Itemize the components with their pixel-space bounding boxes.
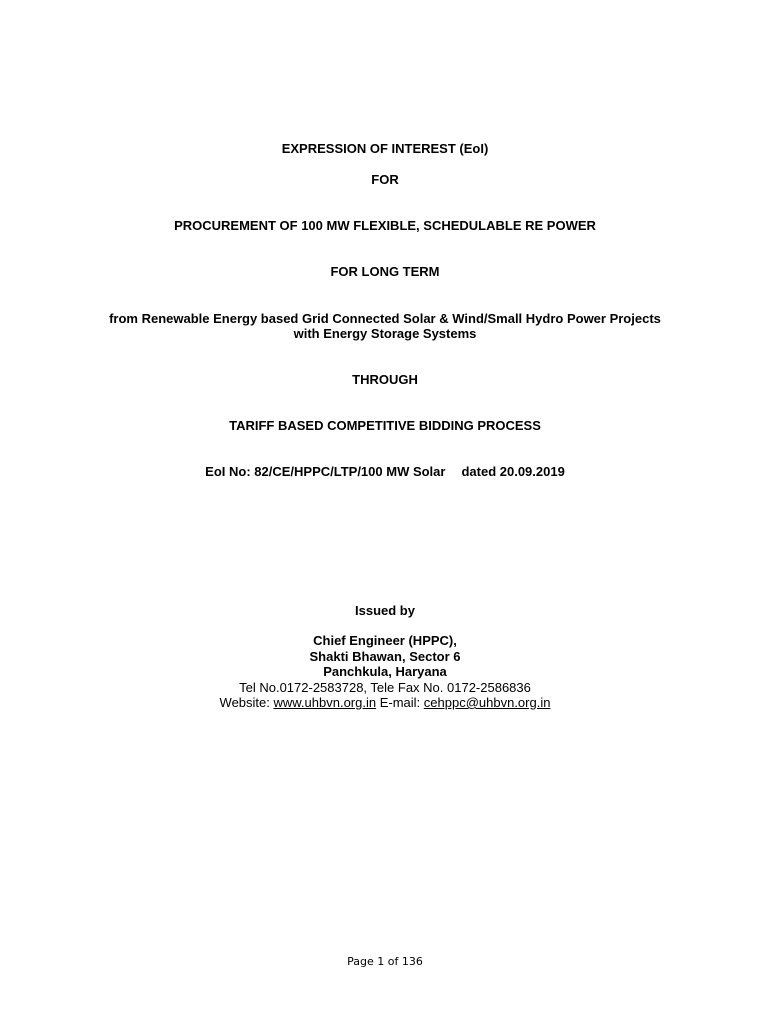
term-heading: FOR LONG TERM xyxy=(330,264,440,279)
document-title: EXPRESSION OF INTEREST (EoI) xyxy=(281,141,489,156)
issuer-designation: Chief Engineer (HPPC), xyxy=(313,633,457,648)
source-line-2: with Energy Storage Systems xyxy=(293,326,477,341)
subject-heading: PROCUREMENT OF 100 MW FLEXIBLE, SCHEDULABLE RE POWER xyxy=(174,218,596,233)
for-label: FOR xyxy=(371,172,399,187)
eoi-reference xyxy=(0,464,770,479)
source-line-1: from Renewable Energy based Grid Connected Solar & Wind/Small Hydro Power Projects xyxy=(109,311,661,326)
process-heading: TARIFF BASED COMPETITIVE BIDDING PROCESS xyxy=(229,418,541,433)
issued-by-label: Issued by xyxy=(355,603,415,618)
issuer-phone: Tel No.0172-2583728, Tele Fax No. 0172-2586836 xyxy=(239,680,531,695)
email-link[interactable]: cehppc@uhbvn.org.in xyxy=(423,695,551,710)
email-label: E-mail: xyxy=(376,695,424,710)
page-number: Page 1 of 136 xyxy=(347,955,423,968)
website-label: Website: xyxy=(219,695,274,710)
website-link[interactable]: www.uhbvn.org.in xyxy=(273,695,377,710)
issuer-address-line-2: Panchkula, Haryana xyxy=(323,664,447,679)
through-label: THROUGH xyxy=(352,372,418,387)
eoi-date: dated 20.09.2019 xyxy=(461,464,565,479)
issuer-address-line-1: Shakti Bhawan, Sector 6 xyxy=(309,649,461,664)
eoi-number: EoI No: 82/CE/HPPC/LTP/100 MW Solar xyxy=(205,464,446,479)
issuer-contact xyxy=(0,695,770,710)
